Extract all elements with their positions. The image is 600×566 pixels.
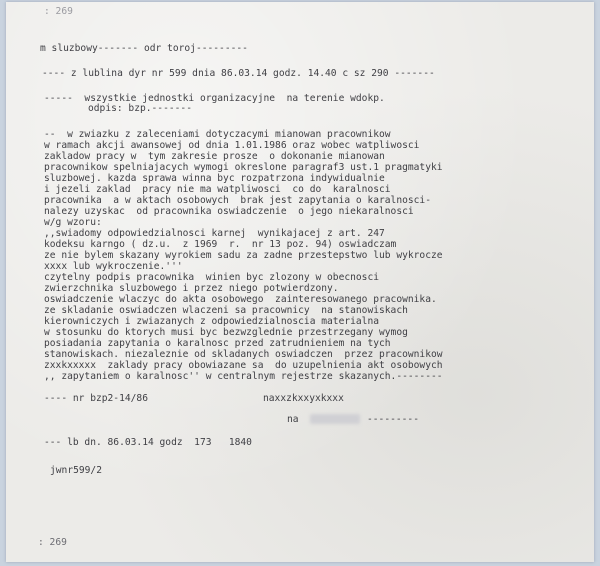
body-line: ,, zapytaniem o karalnosc'' w centralnym rejestrze skazanych.-------- bbox=[44, 371, 443, 382]
body-line: i jezeli zaklad pracy nie ma watpliwosci co do karalnosci bbox=[44, 184, 391, 195]
body-line: oswiadczenie wlaczyc do akta osobowego zainteresowanego pracownika. bbox=[44, 294, 437, 305]
receipt-line: --- lb dn. 86.03.14 godz 173 1840 bbox=[44, 437, 252, 448]
signature-dashes: --------- bbox=[367, 414, 419, 425]
message-id: jwnr599/2 bbox=[50, 465, 102, 476]
copy-line: odpis: bzp.------- bbox=[88, 103, 192, 114]
body-line: stanowiskach. niezaleznie od skladanych oswiadczen przez pracownikow bbox=[44, 349, 443, 360]
body-line: w ramach akcji awansowej od dnia 1.01.1986 oraz wobec watpliwosci bbox=[44, 140, 420, 151]
body-line: sluzbowej. kazda sprawa winna byc rozpatrzona indywidualnie bbox=[44, 173, 385, 184]
body-line: kierowniczych i zwiazanych z odpowiedzialnoscia materialna bbox=[44, 316, 380, 327]
body-line: ,,swiadomy odpowiedzialnosci karnej wynikajacej z art. 247 bbox=[44, 228, 385, 239]
body-line: xxxx lub wykroczenie.''' bbox=[44, 261, 183, 272]
crossed-out-name: naxxzkxxyxkxxx bbox=[263, 393, 344, 404]
body-line: ze nie bylem skazany wyrokiem sadu za zadne przestepstwo lub wykrocze bbox=[44, 250, 443, 261]
body-line: ze skladanie oswiadczen wlaczeni sa pracownicy na stanowiskach bbox=[44, 305, 408, 316]
recipients-line: ----- wszystkie jednostki organizacyjne na terenie wdokp. bbox=[44, 93, 385, 104]
body-line: zxxkxxxxx zaklady pracy obowiazane sa do uzupelnienia akt osobowych bbox=[44, 360, 443, 371]
page-number-top: : 269 bbox=[44, 6, 73, 17]
body-line: -- w zwiazku z zaleceniami dotyczacymi mianowan pracownikow bbox=[44, 129, 391, 140]
body-line: posiadania zapytania o karalnosc przed zatrudnieniem na tych bbox=[44, 338, 391, 349]
body-line: nalezy uzyskac od pracownika oswiadczenie o jego niekaralnosci bbox=[44, 206, 414, 217]
body-line: w stosunku do ktorych musi byc bezwzglednie przestrzegany wymog bbox=[44, 327, 408, 338]
body-line: kodeksu karngo ( dz.u. z 1969 r. nr 13 poz. 94) oswiadczam bbox=[44, 239, 397, 250]
body-line: zakladow pracy w tym zakresie prosze o dokonanie mianowan bbox=[44, 151, 385, 162]
body-line: w/g wzoru: bbox=[44, 217, 102, 228]
header-line-2: ---- z lublina dyr nr 599 dnia 86.03.14 godz. 14.40 c sz 290 ------- bbox=[42, 68, 435, 79]
body-line: zwierzchnika sluzbowego i przez niego potwierdzony. bbox=[44, 283, 339, 294]
body-line: pracownikow spelniajacych wymogi okreslone paragraf3 ust.1 pragmatyki bbox=[44, 162, 443, 173]
page-number-bottom: : 269 bbox=[38, 537, 67, 548]
signature-prefix: na bbox=[287, 414, 299, 425]
teleprinter-sheet bbox=[6, 2, 594, 562]
reference-number: ---- nr bzp2-14/86 bbox=[44, 393, 148, 404]
body-line: czytelny podpis pracownika winien byc zlozony w obecnosci bbox=[44, 272, 380, 283]
body-line: pracownika a w aktach osobowych brak jest zapytania o karalnosci- bbox=[44, 195, 431, 206]
header-line-1: m sluzbowy------- odr toroj--------- bbox=[40, 43, 248, 54]
redacted-signature bbox=[310, 414, 360, 424]
